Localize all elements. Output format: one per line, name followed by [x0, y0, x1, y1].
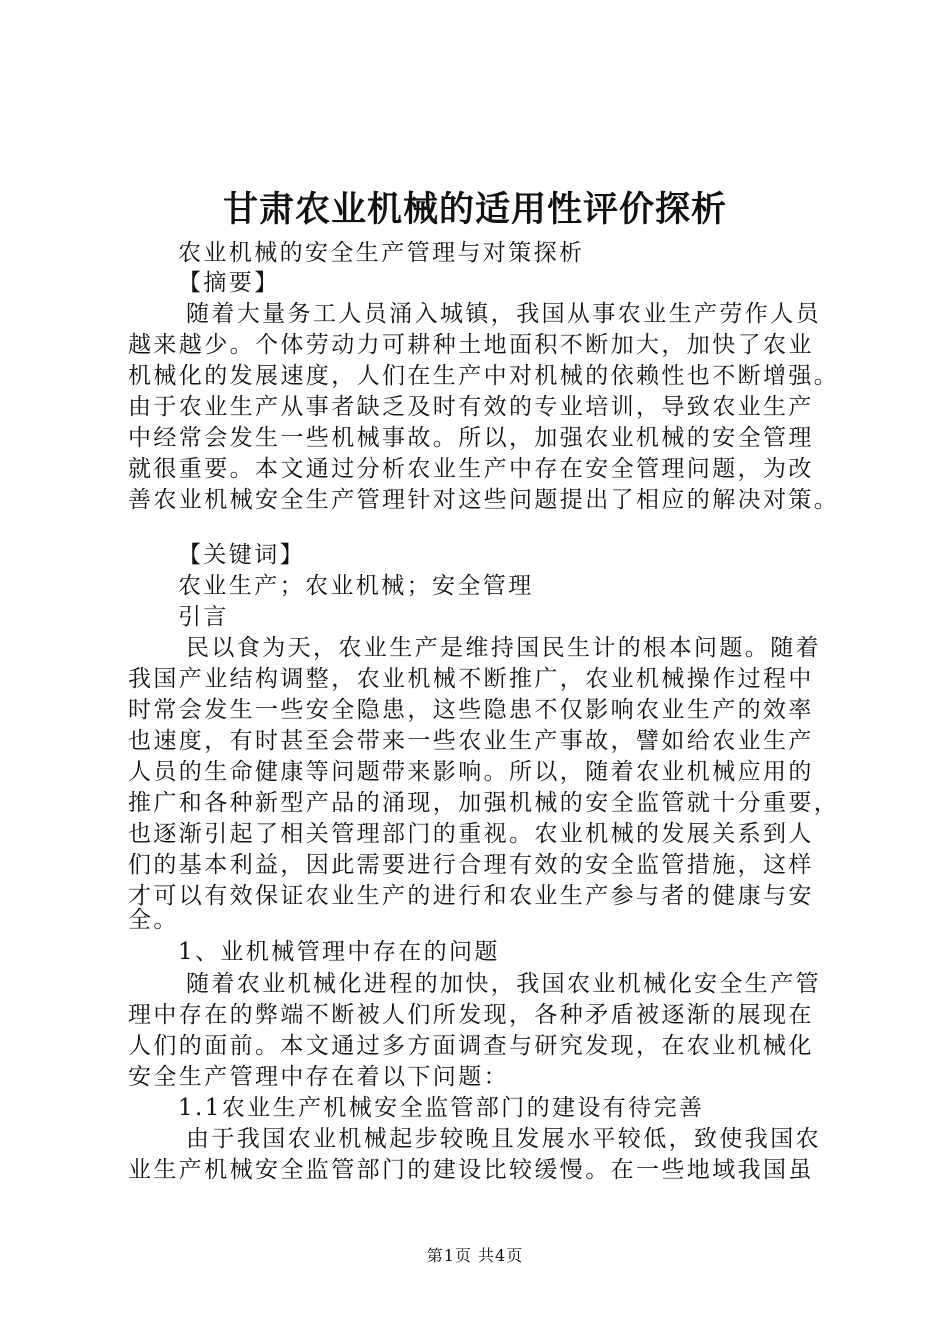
body-line: 我国产业结构调整，农业机械不断推广，农业机械操作过程中 — [128, 666, 814, 692]
body-line: 也速度，有时甚至会带来一些农业生产事故，譬如给农业生产 — [128, 728, 814, 754]
body-line: 随着农业机械化进程的加快，我国农业机械化安全生产管 — [186, 971, 821, 997]
abstract-line: 由于农业生产从事者缺乏及时有效的专业培训，导致农业生产 — [128, 394, 814, 420]
abstract-line: 越来越少。个体劳动力可耕种土地面积不断加大，加快了农业 — [128, 332, 814, 358]
body-line: 们的基本利益，因此需要进行合理有效的安全监管措施，这样 — [128, 852, 814, 878]
subtitle-line: 农业机械的安全生产管理与对策探析 — [178, 240, 585, 266]
page-footer: 第1页 共4页 — [426, 1246, 524, 1265]
abstract-line: 机械化的发展速度，人们在生产中对机械的依赖性也不断增强。 — [128, 363, 840, 389]
abstract-line: 就很重要。本文通过分析农业生产中存在安全管理问题，为改 — [128, 456, 814, 482]
body-line: 安全生产管理中存在着以下问题： — [128, 1064, 509, 1090]
document-title: 甘肃农业机械的适用性评价探析 — [222, 189, 727, 230]
body-line: 才可以有效保证农业生产的进行和农业生产参与者的健康与安 — [128, 883, 814, 909]
body-line: 也逐渐引起了相关管理部门的重视。农业机械的发展关系到人 — [128, 821, 814, 847]
section-heading: 1、业机械管理中存在的问题 — [178, 939, 500, 965]
body-line: 业生产机械安全监管部门的建设比较缓慢。在一些地域我国虽 — [128, 1157, 814, 1183]
keywords-heading: 【关键词】 — [178, 542, 305, 568]
body-line: 人员的生命健康等问题带来影响。所以，随着农业机械应用的 — [128, 759, 814, 785]
abstract-line: 随着大量务工人员涌入城镇，我国从事农业生产劳作人员 — [186, 301, 821, 327]
body-line: 由于我国农业机械起步较晚且发展水平较低，致使我国农 — [186, 1126, 821, 1152]
body-line: 时常会发生一些安全隐患，这些隐患不仅影响农业生产的效率 — [128, 697, 814, 723]
body-line: 人们的面前。本文通过多方面调查与研究发现，在农业机械化 — [128, 1033, 814, 1059]
abstract-line: 中经常会发生一些机械事故。所以，加强农业机械的安全管理 — [128, 425, 814, 451]
body-line: 推广和各种新型产品的涌现，加强机械的安全监管就十分重要， — [128, 790, 840, 816]
body-line: 全。 — [128, 907, 179, 933]
subsection-heading: 1.1农业生产机械安全监管部门的建设有待完善 — [178, 1095, 705, 1121]
intro-heading: 引言 — [178, 604, 229, 630]
abstract-line: 善农业机械安全生产管理针对这些问题提出了相应的解决对策。 — [128, 487, 840, 513]
body-line: 理中存在的弊端不断被人们所发现，各种矛盾被逐渐的展现在 — [128, 1002, 814, 1028]
abstract-heading: 【摘要】 — [178, 270, 280, 296]
keywords-line: 农业生产；农业机械；安全管理 — [178, 573, 534, 599]
body-line: 民以食为天，农业生产是维持国民生计的根本问题。随着 — [186, 635, 821, 661]
